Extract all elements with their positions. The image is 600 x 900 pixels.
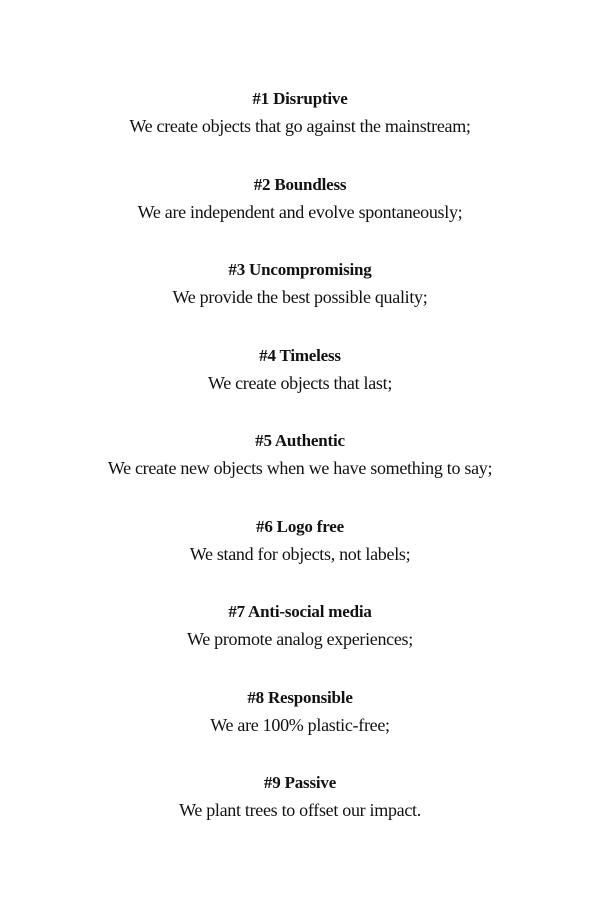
principle-item-5 <box>0 430 600 516</box>
principle-description: We stand for objects, not labels; <box>189 543 411 564</box>
principle-description: We create objects that last; <box>207 372 393 393</box>
principle-description: We are 100% plastic-free; <box>210 714 390 735</box>
principle-description: We are independent and evolve spontaneously; <box>137 201 463 222</box>
principle-item-2 <box>0 174 600 260</box>
principle-title: #2 Boundless <box>253 174 347 194</box>
principle-title: #8 Responsible <box>247 687 353 707</box>
principle-description: We provide the best possible quality; <box>172 287 428 307</box>
principle-title: #9 Passive <box>263 773 337 792</box>
principle-title: #7 Anti-social media <box>228 602 372 621</box>
principle-item-9 <box>0 772 600 858</box>
principle-item-1 <box>0 88 600 174</box>
principle-item-6 <box>0 516 600 602</box>
principle-item-7 <box>0 601 600 687</box>
principle-description: We create objects that go against the mainstream; <box>129 116 471 136</box>
principle-description: We plant trees to offset our impact. <box>179 800 421 820</box>
principle-title: #1 Disruptive <box>252 89 348 108</box>
principle-title: #3 Uncompromising <box>228 260 372 279</box>
principle-item-8 <box>0 687 600 773</box>
principle-title: #6 Logo free <box>256 516 344 536</box>
principle-item-3 <box>0 259 600 345</box>
principle-title: #5 Authentic <box>255 431 345 450</box>
principles-list <box>0 88 600 858</box>
principle-description: We create new objects when we have something to say; <box>107 458 493 478</box>
principle-item-4 <box>0 345 600 431</box>
principle-description: We promote analog experiences; <box>187 629 413 649</box>
principle-title: #4 Timeless <box>259 345 341 365</box>
